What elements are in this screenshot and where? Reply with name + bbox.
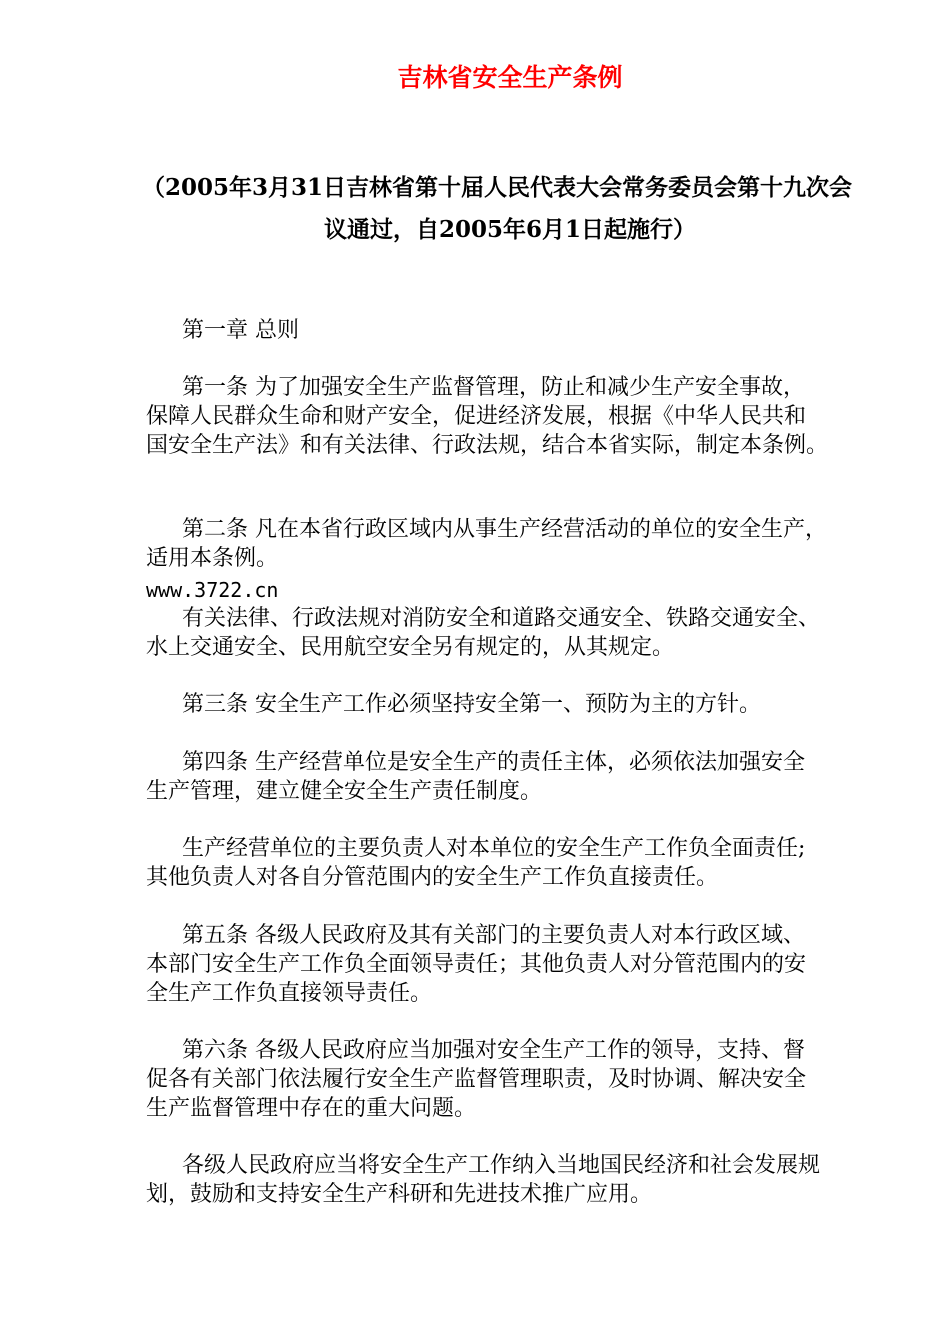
article-1 (146, 373, 886, 460)
article-6-line-2: 促各有关部门依法履行安全生产监督管理职责，及时协调、解决安全 (146, 1067, 807, 1092)
article-5 (146, 921, 886, 1008)
article-2b-line-1: 有关法律、行政法规对消防安全和道路交通安全、铁路交通安全、 (182, 606, 821, 631)
source-url-text: www.3722.cn (146, 578, 279, 602)
article-2b-line-2: 水上交通安全、民用航空安全另有规定的，从其规定。 (146, 635, 675, 660)
article-4-line-2: 生产管理，建立健全安全生产责任制度。 (146, 779, 543, 804)
article-4b-line-1: 生产经营单位的主要负责人对本单位的安全生产工作负全面责任; (182, 836, 806, 861)
article-1-line-1: 第一条 为了加强安全生产监督管理，防止和减少生产安全事故， (182, 375, 805, 400)
article-3 (146, 690, 886, 719)
article-3-line-1: 第三条 安全生产工作必须坚持安全第一、预防为主的方针。 (182, 692, 761, 717)
article-5-line-1: 第五条 各级人民政府及其有关部门的主要负责人对本行政区域、 (182, 923, 805, 948)
article-6-line-1: 第六条 各级人民政府应当加强对安全生产工作的领导，支持、督 (182, 1038, 805, 1063)
article-2 (146, 515, 886, 573)
article-6b-line-2: 划，鼓励和支持安全生产科研和先进技术推广应用。 (146, 1182, 653, 1207)
article-5-line-2: 本部门安全生产工作负全面领导责任；其他负责人对分管范围内的安 (146, 952, 807, 977)
article-2-paragraph-2 (146, 604, 886, 662)
article-4 (146, 748, 886, 806)
article-6-line-3: 生产监督管理中存在的重大问题。 (146, 1096, 477, 1121)
source-url (146, 576, 886, 605)
subtitle-line-2: 议通过，自2005年6月1日起施行） (323, 216, 697, 243)
article-2-line-2: 适用本条例。 (146, 546, 279, 571)
article-1-line-2: 保障人民群众生命和财产安全，促进经济发展，根据《中华人民共和 (146, 404, 807, 429)
article-2-line-1: 第二条 凡在本省行政区域内从事生产经营活动的单位的安全生产， (182, 517, 827, 542)
article-4-line-1: 第四条 生产经营单位是安全生产的责任主体，必须依法加强安全 (182, 750, 805, 775)
article-6b-line-1: 各级人民政府应当将安全生产工作纳入当地国民经济和社会发展规 (182, 1153, 821, 1178)
document-title: 吉林省安全生产条例 (397, 63, 623, 92)
article-5-line-3: 全生产工作负直接领导责任。 (146, 981, 433, 1006)
chapter-heading-text: 第一章 总则 (182, 318, 299, 343)
article-1-line-3: 国安全生产法》和有关法律、行政法规，结合本省实际，制定本条例。 (146, 433, 829, 458)
article-4-paragraph-2 (146, 834, 886, 892)
chapter-heading (146, 316, 886, 345)
article-6-paragraph-2 (146, 1151, 886, 1209)
article-6 (146, 1036, 886, 1123)
article-4b-line-2: 其他负责人对各自分管范围内的安全生产工作负直接责任。 (146, 865, 719, 890)
subtitle-line-1: （2005年3月31日吉林省第十届人民代表大会常务委员会第十九次会 (142, 174, 853, 201)
